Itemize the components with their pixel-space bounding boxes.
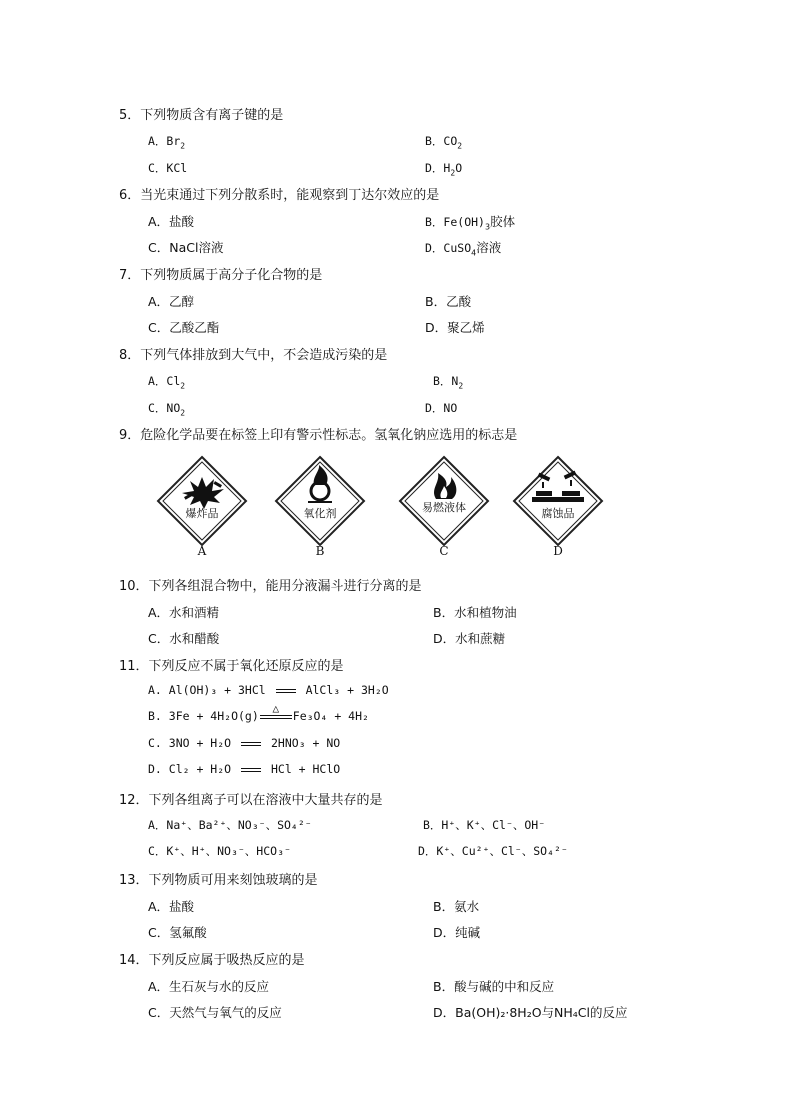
question-11-stem: 11．下列反应不属于氧化还原反应的是 (119, 659, 344, 674)
sign-label-explosive: 爆炸品 (185, 507, 219, 520)
q11-option-b[interactable]: B. 3Fe + 4H₂O(g) △ Fe₃O₄ + 4H₂ (148, 701, 369, 723)
q7-option-b[interactable]: B．乙酸 (425, 294, 472, 309)
question-12-stem: 12．下列各组离子可以在溶液中大量共存的是 (119, 793, 383, 808)
hazard-sign-oxidizer[interactable] (274, 455, 366, 557)
question-13-stem: 13．下列物质可用来刻蚀玻璃的是 (119, 873, 318, 888)
sign-label-corrosive: 腐蚀品 (541, 507, 575, 520)
q8-option-c[interactable]: C．$NO_2$ (148, 401, 186, 418)
q7-option-d[interactable]: D．聚乙烯 (425, 320, 485, 335)
hazard-sign-explosive[interactable] (156, 455, 248, 557)
hazard-sign-flammable[interactable] (398, 455, 490, 557)
q14-option-c[interactable]: C．天然气与氧气的反应 (148, 1005, 282, 1020)
q12-option-b[interactable]: B．H⁺、K⁺、Cl⁻、OH⁻ (423, 818, 546, 832)
q8-option-d[interactable]: D．NO (425, 401, 458, 415)
q11-option-a[interactable]: A. Al(OH)₃ + 3HCl AlCl₃ + 3H₂O (148, 683, 389, 697)
question-10-stem: 10．下列各组混合物中，能用分液漏斗进行分离的是 (119, 579, 422, 594)
q13-option-c[interactable]: C．氢氟酸 (148, 925, 207, 940)
q14-option-b[interactable]: B．酸与碱的中和反应 (433, 979, 555, 994)
sign-label-oxidizer: 氧化剂 (303, 507, 337, 520)
q10-option-c[interactable]: C．水和醋酸 (148, 631, 220, 646)
q14-option-d[interactable]: D．Ba(OH)₂·8H₂O与NH₄Cl的反应 (433, 1005, 628, 1020)
sign-letter-b: B (315, 544, 325, 558)
question-14-stem: 14．下列反应属于吸热反应的是 (119, 953, 305, 968)
heat-condition-equals: △ (260, 710, 292, 724)
q6-option-c[interactable]: C．NaCl溶液 (148, 240, 224, 255)
q6-option-d[interactable]: D．CuSO$_4$溶液 (425, 240, 502, 258)
q11-option-c[interactable]: C. 3NO + H₂O 2HNO₃ + NO (148, 736, 341, 750)
q7-option-c[interactable]: C．乙酸乙酯 (148, 320, 220, 335)
q14-option-a[interactable]: A．生石灰与水的反应 (148, 979, 270, 994)
q6-option-a[interactable]: A．盐酸 (148, 214, 195, 229)
q10-option-a[interactable]: A．水和酒精 (148, 605, 220, 620)
q5-option-b[interactable]: B．$CO_2$ (425, 134, 463, 151)
question-7-stem: 7．下列物质属于高分子化合物的是 (119, 268, 323, 283)
double-line-equals (276, 689, 296, 693)
q13-option-d[interactable]: D．纯碱 (433, 925, 481, 940)
q13-option-b[interactable]: B．氨水 (433, 899, 480, 914)
sign-letter-d: D (553, 544, 563, 558)
q5-option-d[interactable]: D．$H_2O$ (425, 161, 463, 178)
question-8-stem: 8．下列气体排放到大气中，不会造成污染的是 (119, 348, 388, 363)
q6-option-b[interactable]: B．$Fe(OH)_3$胶体 (425, 214, 516, 232)
q10-option-d[interactable]: D．水和蔗糖 (433, 631, 506, 646)
question-5-stem: 5．下列物质含有离子键的是 (119, 108, 284, 123)
q12-option-c[interactable]: C．K⁺、H⁺、NO₃⁻、HCO₃⁻ (148, 844, 291, 858)
q5-option-a[interactable]: A．$Br_2$ (148, 134, 186, 151)
question-6-stem: 6．当光束通过下列分散系时，能观察到丁达尔效应的是 (119, 188, 440, 203)
q7-option-a[interactable]: A．乙醇 (148, 294, 195, 309)
q11-option-d[interactable]: D. Cl₂ + H₂O HCl + HClO (148, 762, 341, 776)
q13-option-a[interactable]: A．盐酸 (148, 899, 195, 914)
sign-label-flammable: 易燃液体 (422, 501, 466, 514)
hazard-sign-corrosive[interactable] (512, 455, 604, 557)
q12-option-d[interactable]: D．K⁺、Cu²⁺、Cl⁻、SO₄²⁻ (418, 844, 568, 858)
double-line-equals (241, 768, 261, 772)
double-line-equals (241, 742, 261, 746)
sign-letter-c: C (439, 544, 449, 558)
question-9-stem: 9．危险化学品要在标签上印有警示性标志。氢氧化钠应选用的标志是 (119, 428, 518, 443)
sign-letter-a: A (197, 544, 207, 558)
q5-option-c[interactable]: C．KCl (148, 161, 188, 175)
q8-option-a[interactable]: A．$Cl_2$ (148, 374, 186, 391)
q10-option-b[interactable]: B．水和植物油 (433, 605, 517, 620)
q12-option-a[interactable]: A．Na⁺、Ba²⁺、NO₃⁻、SO₄²⁻ (148, 818, 312, 832)
q8-option-b[interactable]: B．$N_2$ (433, 374, 464, 391)
